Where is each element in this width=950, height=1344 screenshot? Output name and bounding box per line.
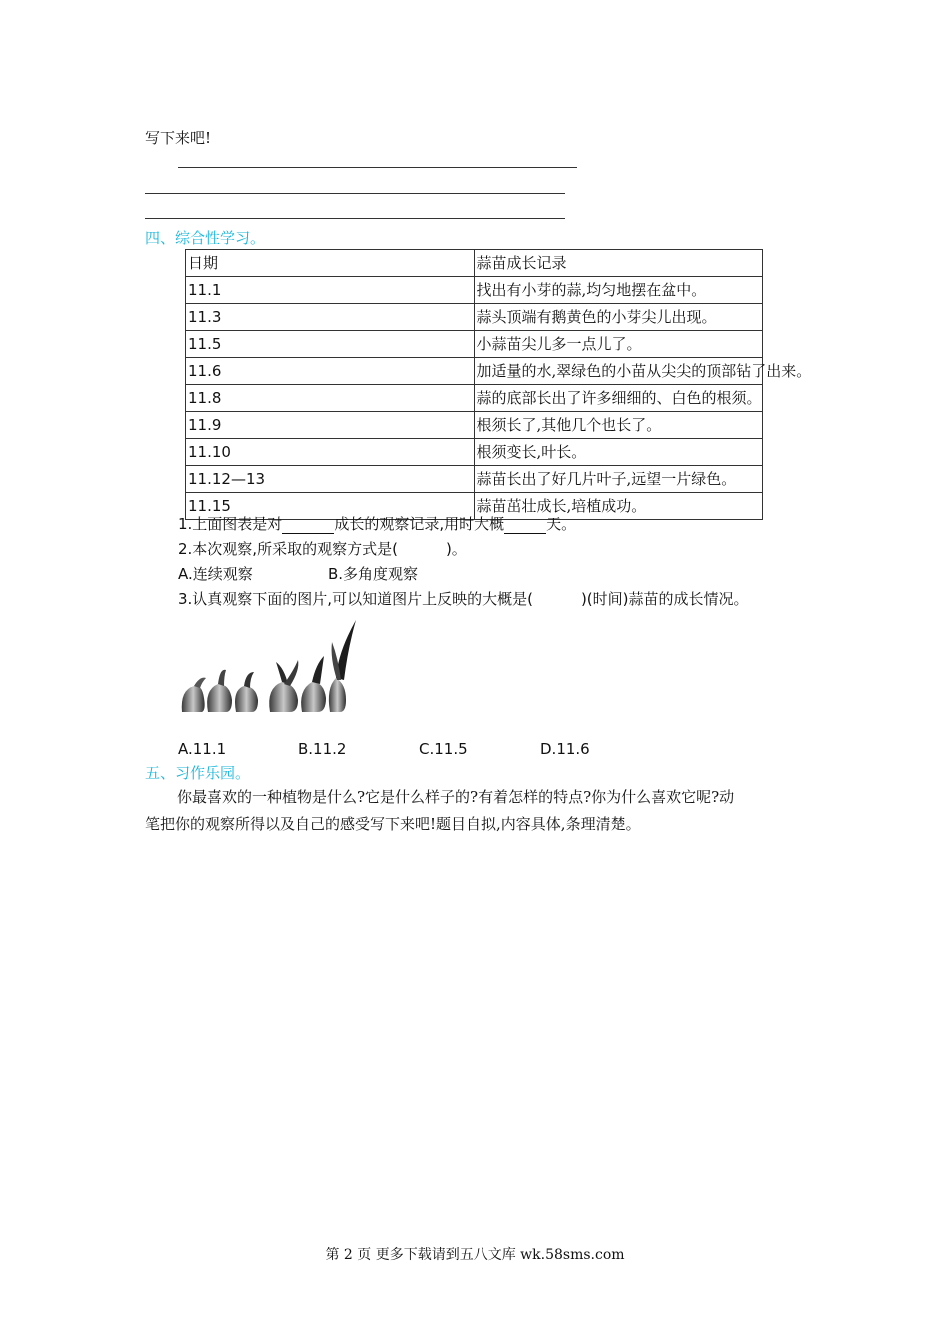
table-header-row (186, 250, 763, 277)
table-cell-record: 根须变长,叶长。 (474, 439, 763, 466)
table-cell-date: 11.6 (186, 358, 475, 385)
question-3-option-c: C.11.5 (419, 740, 468, 758)
table-cell-date: 11.5 (186, 331, 475, 358)
question-3-close: )(时间)蒜苗的成长情况。 (580, 590, 749, 608)
table-header-record: 蒜苗成长记录 (474, 250, 763, 277)
table-cell-date: 11.12—13 (186, 466, 475, 493)
table-row (186, 358, 763, 385)
composition-prompt-line-2: 笔把你的观察所得以及自己的感受写下来吧!题目自拟,内容具体,条理清楚。 (145, 815, 641, 833)
table-cell-date: 11.10 (186, 439, 475, 466)
table-cell-record: 小蒜苗尖儿多一点儿了。 (474, 331, 763, 358)
table-row (186, 385, 763, 412)
table-cell-record: 蒜苗长出了好几片叶子,远望一片绿色。 (474, 466, 763, 493)
answer-line (145, 193, 565, 194)
table-cell-record: 根须长了,其他几个也长了。 (474, 412, 763, 439)
composition-prompt-line-1: 你最喜欢的一种植物是什么?它是什么样子的?有着怎样的特点?你为什么喜欢它呢?动 (177, 788, 735, 806)
table-cell-record: 找出有小芽的蒜,均匀地摆在盆中。 (474, 277, 763, 304)
question-2-text: 2.本次观察,所采取的观察方式是( (178, 540, 398, 558)
table-cell-record: 蒜的底部长出了许多细细的、白色的根须。 (474, 385, 763, 412)
question-3 (178, 589, 749, 609)
question-3-text: 3.认真观察下面的图片,可以知道图片上反映的大概是( (178, 590, 533, 608)
question-2-option-b: B.多角度观察 (328, 565, 419, 583)
question-2-close: )。 (445, 540, 467, 558)
garlic-sprout-image (180, 618, 360, 714)
section-heading-5: 五、习作乐园。 (145, 764, 251, 782)
garlic-growth-table (185, 249, 812, 520)
answer-blank[interactable] (504, 517, 546, 534)
table-cell-date: 11.1 (186, 277, 475, 304)
table-header-date: 日期 (186, 250, 475, 277)
table-row (186, 439, 763, 466)
question-3-option-d: D.11.6 (540, 740, 590, 758)
table-cell-date: 11.9 (186, 412, 475, 439)
answer-blank[interactable] (282, 517, 334, 534)
writing-prompt: 写下来吧! (145, 129, 212, 147)
question-1-text-a: 1.上面图表是对 (178, 515, 283, 533)
section-heading-4: 四、综合性学习。 (145, 229, 266, 247)
table-cell-date: 11.3 (186, 304, 475, 331)
question-1-text-c: 天。 (546, 515, 577, 533)
answer-line (145, 218, 565, 219)
question-3-option-b: B.11.2 (298, 740, 347, 758)
question-1 (178, 514, 576, 534)
table-cell-date: 11.15 (186, 493, 475, 520)
table-cell-record: 蒜苗茁壮成长,培植成功。 (474, 493, 763, 520)
question-2-option-a: A.连续观察 (178, 565, 253, 583)
table-cell-date: 11.8 (186, 385, 475, 412)
question-2 (178, 539, 467, 559)
answer-line (178, 167, 577, 168)
table-cell-record: 蒜头顶端有鹅黄色的小芽尖儿出现。 (474, 304, 763, 331)
table-row (186, 331, 763, 358)
table-row (186, 304, 763, 331)
page-footer: 第 2 页 更多下载请到五八文库 wk.58sms.com (325, 1247, 625, 1263)
table-row (186, 466, 763, 493)
question-1-text-b: 成长的观察记录,用时大概 (334, 515, 505, 533)
table-cell-record: 加适量的水,翠绿色的小苗从尖尖的顶部钻了出来。 (474, 358, 763, 385)
question-3-option-a: A.11.1 (178, 740, 227, 758)
table-row (186, 412, 763, 439)
table-row (186, 277, 763, 304)
